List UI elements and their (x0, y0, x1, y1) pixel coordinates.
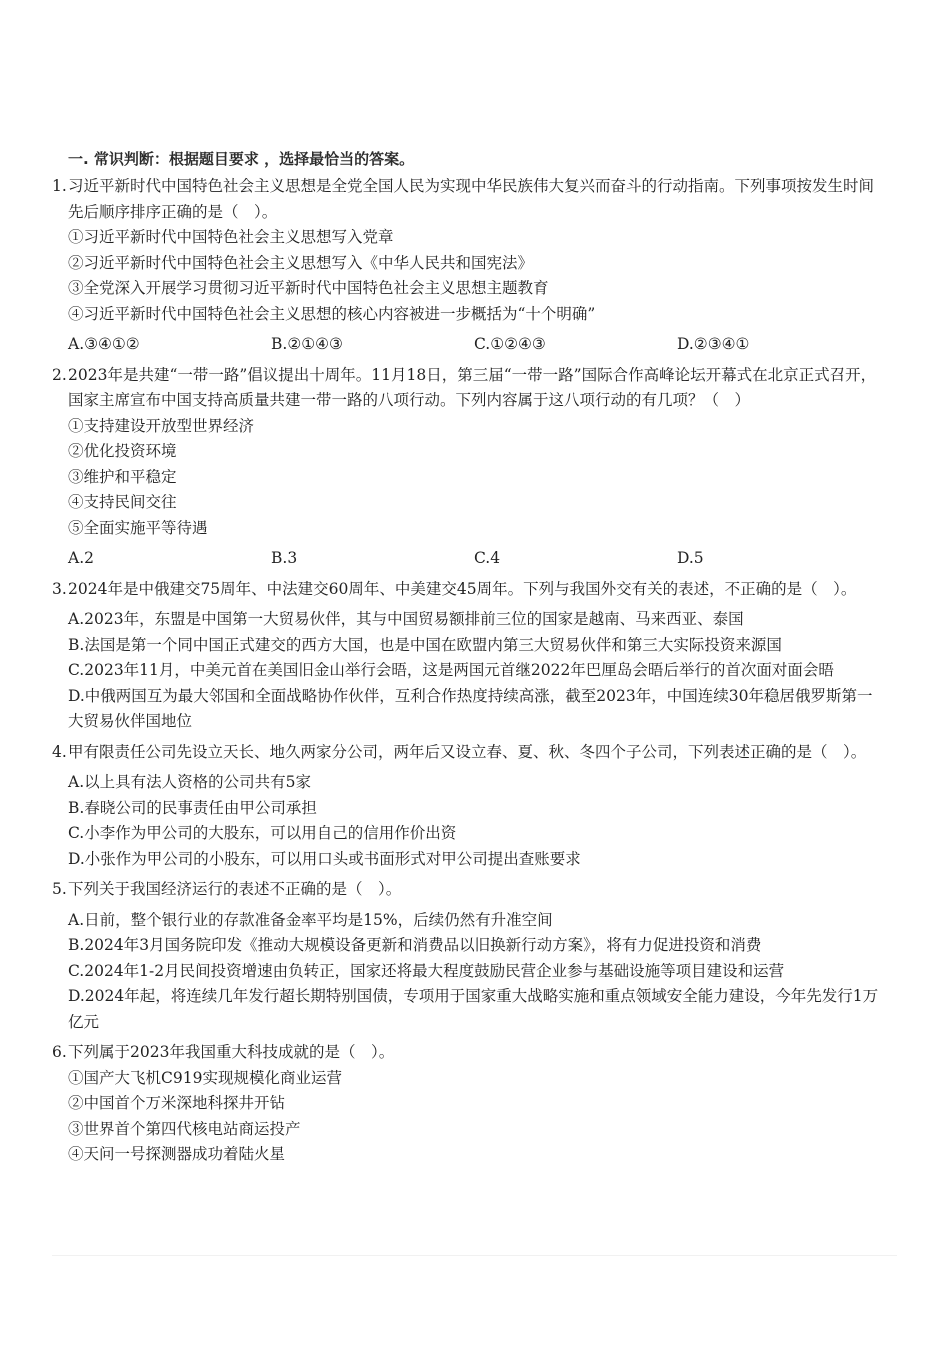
option-d[interactable]: D.小张作为甲公司的小股东，可以用口头或书面形式对甲公司提出查账要求 (68, 849, 581, 868)
statement-item: ③世界首个第四代核电站商运投产 (68, 1119, 301, 1138)
option-c[interactable]: C.2023年11月，中美元首在美国旧金山举行会晤，这是两国元首继2022年巴厘岛会晤后举行的首次面对面会晤 (68, 661, 834, 679)
question-stem (52, 174, 880, 225)
answer-options (52, 908, 880, 1036)
question-5 (52, 877, 880, 1035)
question-6 (52, 1040, 880, 1168)
answer-options (52, 332, 880, 358)
statement-item: ①支持建设开放型世界经济 (68, 416, 255, 435)
question-stem (52, 740, 880, 766)
question-stem (52, 1040, 880, 1066)
option-d[interactable]: D.2024年起，将连续几年发行超长期特别国债，专项用于国家重大战略实施和重点领域安全能力建设，今年先发行1万亿元 (68, 987, 879, 1031)
option-c[interactable]: C.4 (474, 549, 501, 567)
option-a[interactable]: A.2023年，东盟是中国第一大贸易伙伴，其与中国贸易额排前三位的国家是越南、马来西亚、泰国 (68, 610, 744, 628)
question-number: 1. (52, 177, 67, 195)
question-stem (52, 877, 880, 903)
option-b[interactable]: B.春晓公司的民事责任由甲公司承担 (68, 798, 317, 817)
question-number: 2. (52, 365, 67, 384)
question-number: 5. (52, 880, 67, 898)
page-divider (52, 1255, 897, 1256)
question-text: 下列属于2023年我国重大科技成就的是（ ）。 (68, 1043, 395, 1061)
option-d[interactable]: D.中俄两国互为最大邻国和全面战略协作伙伴，互利合作热度持续高涨，截至2023年，中国连续30年稳居俄罗斯第一大贸易伙伴国地位 (68, 686, 873, 730)
statement-item: ④天问一号探测器成功着陆火星 (68, 1145, 286, 1163)
statement-item: ③全党深入开展学习贯彻习近平新时代中国特色社会主义思想主题教育 (68, 279, 549, 297)
option-d[interactable]: D.②③④① (677, 335, 750, 353)
question-text: 2024年是中俄建交75周年、中法建交60周年、中美建交45周年。下列与我国外交有关的表述，不正确的是（ ）。 (68, 579, 857, 598)
option-d[interactable]: D.5 (677, 549, 704, 567)
option-b[interactable]: B.②①④③ (271, 335, 343, 353)
option-a[interactable]: A.日前，整个银行业的存款准备金率平均是15%，后续仍然有升准空间 (68, 910, 553, 929)
option-c[interactable]: C.小李作为甲公司的大股东，可以用自己的信用作价出资 (68, 824, 457, 842)
question-list (52, 174, 880, 1173)
question-text: 习近平新时代中国特色社会主义思想是全党全国人民为实现中华民族伟大复兴而奋斗的行动指南。下列事项按发生时间先后顺序排序正确的是（ ）。 (68, 177, 875, 221)
question-3 (52, 577, 880, 735)
question-text: 2023年是共建“一带一路”倡议提出十周年。11月18日，第三届“一带一路”国际合作高峰论坛开幕式在北京正式召开，国家主席宣布中国支持高质量共建一带一路的八项行动。下列内容属于这八项行动的有几项？（ ） (68, 365, 877, 409)
question-stem (52, 577, 880, 603)
option-b[interactable]: B.2024年3月国务院印发《推动大规模设备更新和消费品以旧换新行动方案》，将有力促进投资和消费 (68, 936, 762, 954)
statement-item: ①习近平新时代中国特色社会主义思想写入党章 (68, 228, 394, 246)
question-text: 下列关于我国经济运行的表述不正确的是（ ）。 (68, 880, 402, 898)
statement-item: ④习近平新时代中国特色社会主义思想的核心内容被进一步概括为“十个明确” (68, 304, 596, 323)
statement-item: ②习近平新时代中国特色社会主义思想写入《中华人民共和国宪法》 (68, 253, 534, 272)
option-a[interactable]: A.③④①② (68, 335, 140, 353)
answer-options (52, 770, 880, 872)
question-number: 4. (52, 742, 67, 761)
option-c[interactable]: C.①②④③ (474, 335, 546, 353)
answer-options (52, 546, 880, 572)
option-b[interactable]: B.3 (271, 549, 298, 567)
statement-item: ②中国首个万米深地科探井开钻 (68, 1094, 286, 1112)
question-1 (52, 174, 880, 358)
statement-item: ⑤全面实施平等待遇 (68, 518, 208, 537)
statement-item: ④支持民间交往 (68, 493, 177, 511)
question-number: 6. (52, 1043, 67, 1061)
option-b[interactable]: B.法国是第一个同中国正式建交的西方大国，也是中国在欧盟内第三大贸易伙伴和第三大实际投资来源国 (68, 635, 782, 654)
option-a[interactable]: A.2 (68, 549, 94, 567)
option-c[interactable]: C.2024年1-2月民间投资增速由负转正，国家还将最大程度鼓励民营企业参与基础设施等项目建设和运营 (68, 961, 785, 980)
question-text: 甲有限责任公司先设立天长、地久两家分公司，两年后又设立春、夏、秋、冬四个子公司，下列表述正确的是（ ）。 (68, 742, 867, 761)
statement-item: ②优化投资环境 (68, 442, 177, 460)
question-2 (52, 363, 880, 572)
answer-options (52, 607, 880, 735)
question-4 (52, 740, 880, 873)
option-a[interactable]: A.以上具有法人资格的公司共有5家 (68, 773, 311, 791)
question-stem (52, 363, 880, 414)
statement-item: ③维护和平稳定 (68, 467, 177, 486)
statement-item: ①国产大飞机C919实现规模化商业运营 (68, 1068, 342, 1087)
question-number: 3. (52, 579, 67, 598)
section-title: 一. 常识判断：根据题目要求 ，选择最恰当的答案。 (68, 150, 415, 168)
